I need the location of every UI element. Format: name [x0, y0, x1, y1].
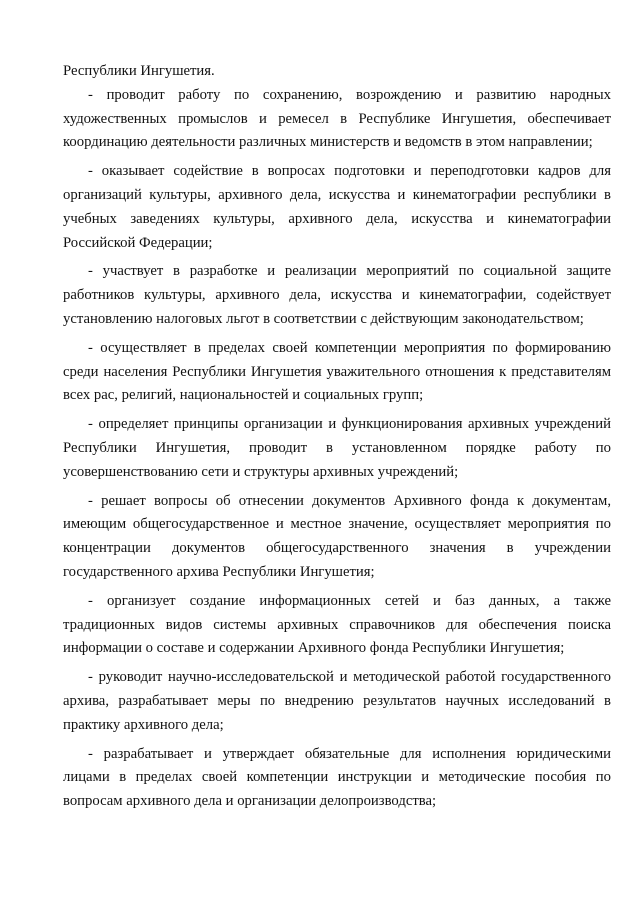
- paragraph-2: - оказывает содействие в вопросах подготовки и переподготовки кадров для организаций культуры, архивного дела, искусства и кинематографии республики в учебных заведениях культуры, архивного дела, искусства и кинематографии Российской Федерации;: [63, 163, 611, 251]
- document-body: [63, 60, 611, 819]
- paragraph-6: - решает вопросы об отнесении документов Архивного фонда к документам, имеющим общегосударственное и местное значение, осуществляет мероприятия по концентрации документов общегосударственного значения в учреждении государственного архива Республики Ингушетия;: [63, 492, 611, 580]
- first-line-text: Республики Ингушетия.: [63, 63, 215, 79]
- paragraph-4: - осуществляет в пределах своей компетенции мероприятия по формированию среди населения Республики Ингушетия уважительного отношения к представителям всех рас, религий, национальностей и социальных групп;: [63, 339, 611, 404]
- paragraph-7: - организует создание информационных сетей и баз данных, а также традиционных видов системы архивных справочников для обеспечения поиска информации о составе и содержании Архивного фонда Республики Ингушетия;: [63, 592, 611, 657]
- paragraph-3: - участвует в разработке и реализации мероприятий по социальной защите работников культуры, архивного дела, искусства и кинематографии, содействует установлению налоговых льгот в соответствии с действующим законодательством;: [63, 263, 611, 327]
- paragraph-8: - руководит научно-исследовательской и методической работой государственного архива, разрабатывает меры по внедрению результатов научных исследований в практику архивного дела;: [63, 669, 611, 733]
- paragraph-5: - определяет принципы организации и функционирования архивных учреждений Республики Ингушетия, проводит в установленном порядке работу по усовершенствованию сети и структуры архивных учреждений;: [63, 416, 611, 480]
- paragraph-9: - разрабатывает и утверждает обязательные для исполнения юридическими лицами в пределах своей компетенции инструкции и методические пособия по вопросам архивного дела и организации делопроизводства;: [63, 745, 611, 810]
- paragraph-1: - проводит работу по сохранению, возрождению и развитию народных художественных промыслов и ремесел в Республике Ингушетия, обеспечивает координацию деятельности различных министерств и ведомств в этом направлении;: [63, 86, 611, 151]
